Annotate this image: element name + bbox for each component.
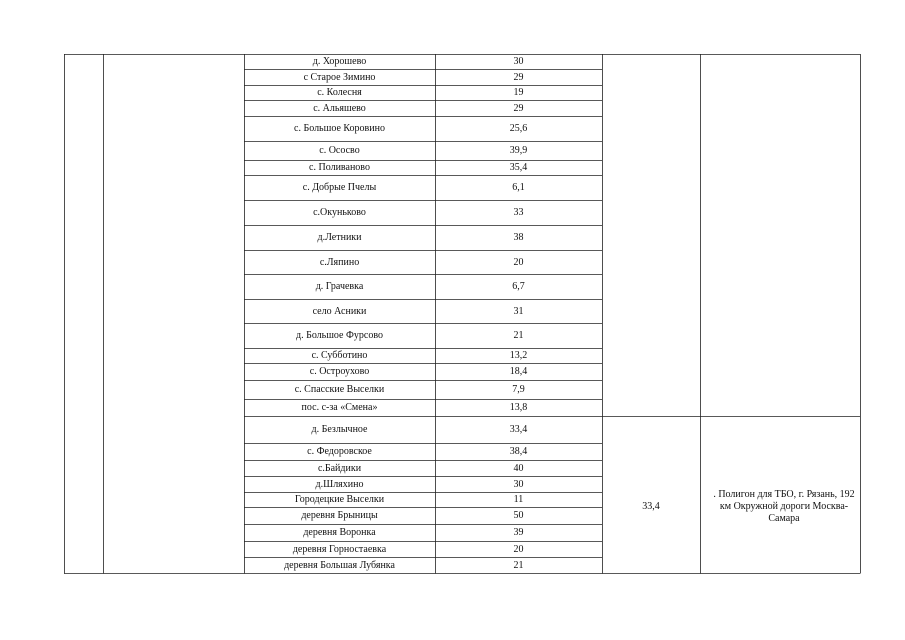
settlement-cell: Городецкие Выселки xyxy=(294,494,385,505)
distance-cell: 38,4 xyxy=(509,446,528,457)
distance-cell: 30 xyxy=(513,56,524,67)
settlement-cell: деревня Воронка xyxy=(303,527,376,538)
distance-cell: 21 xyxy=(513,559,524,571)
distance-cell: 18,4 xyxy=(509,366,528,377)
settlement-cell: деревня Большая Лубянка xyxy=(284,559,395,571)
distance-cell: 33,4 xyxy=(509,424,528,435)
settlement-cell: с. Субботино xyxy=(311,350,368,361)
group-average-distance: 33,4 xyxy=(642,501,660,512)
settlement-cell: с. Поливаново xyxy=(309,162,370,173)
settlement-cell: д. Грачевка xyxy=(315,281,364,292)
distance-cell: 31 xyxy=(513,305,524,317)
distance-cell: 19 xyxy=(513,87,524,98)
settlement-cell: деревня Горностаевка xyxy=(292,543,387,555)
distance-cell: 33 xyxy=(513,207,524,218)
distance-cell: 50 xyxy=(513,510,524,521)
distance-cell: 25,6 xyxy=(509,123,528,134)
distance-cell: 20 xyxy=(513,543,524,555)
settlement-cell: с. Ососво xyxy=(319,145,360,156)
settlement-cell: д. Хорошево xyxy=(312,56,367,67)
distance-cell: 21 xyxy=(513,330,524,341)
settlement-cell: село Асники xyxy=(312,305,367,317)
distance-cell: 6,1 xyxy=(512,182,525,193)
settlement-cell: с. Большое Коровино xyxy=(294,123,385,134)
distance-cell: 38 xyxy=(513,232,524,243)
landfill-description: . Полигон для ТБО, г. Рязань, 192 км Окружной дороги Москва-Самара xyxy=(713,488,855,524)
settlement-cell: с. Спасские Выселки xyxy=(294,384,385,395)
distance-cell: 13,2 xyxy=(509,350,528,361)
distance-cell: 30 xyxy=(513,478,524,490)
distance-cell: 39 xyxy=(513,527,524,538)
distance-cell: 7,9 xyxy=(512,384,525,395)
settlement-cell: деревня Брыницы xyxy=(301,510,378,521)
settlement-cell: с. Колесня xyxy=(317,87,362,98)
settlement-cell: д.Шляхино xyxy=(315,478,364,490)
settlement-cell: с. Федоровское xyxy=(307,446,372,457)
settlement-cell: с.Ляпино xyxy=(319,256,360,268)
settlement-cell: д. Безлычное xyxy=(311,424,368,435)
settlement-cell: с. Остроухово xyxy=(309,366,370,377)
distance-cell: 40 xyxy=(513,462,524,474)
settlement-cell: с.Окуньково xyxy=(313,207,366,218)
distance-cell: 20 xyxy=(513,256,524,268)
distance-cell: 6,7 xyxy=(512,281,525,292)
settlement-cell: с. Добрые Пчелы xyxy=(302,182,377,193)
distance-cell: 13,8 xyxy=(509,402,528,413)
settlement-cell: с.Байдики xyxy=(317,462,362,474)
settlement-cell: с Старое Зимино xyxy=(303,71,376,83)
settlement-cell: с. Альяшево xyxy=(313,102,366,114)
distance-cell: 35,4 xyxy=(509,162,528,173)
distance-cell: 29 xyxy=(513,102,524,114)
settlement-cell: д. Большое Фурсово xyxy=(295,330,383,341)
settlement-cell: д.Летники xyxy=(317,232,362,243)
settlement-cell: пос. с-за «Смена» xyxy=(301,402,378,413)
distance-cell: 11 xyxy=(513,494,524,505)
distance-cell: 29 xyxy=(513,71,524,83)
distance-cell: 39,9 xyxy=(509,145,528,156)
